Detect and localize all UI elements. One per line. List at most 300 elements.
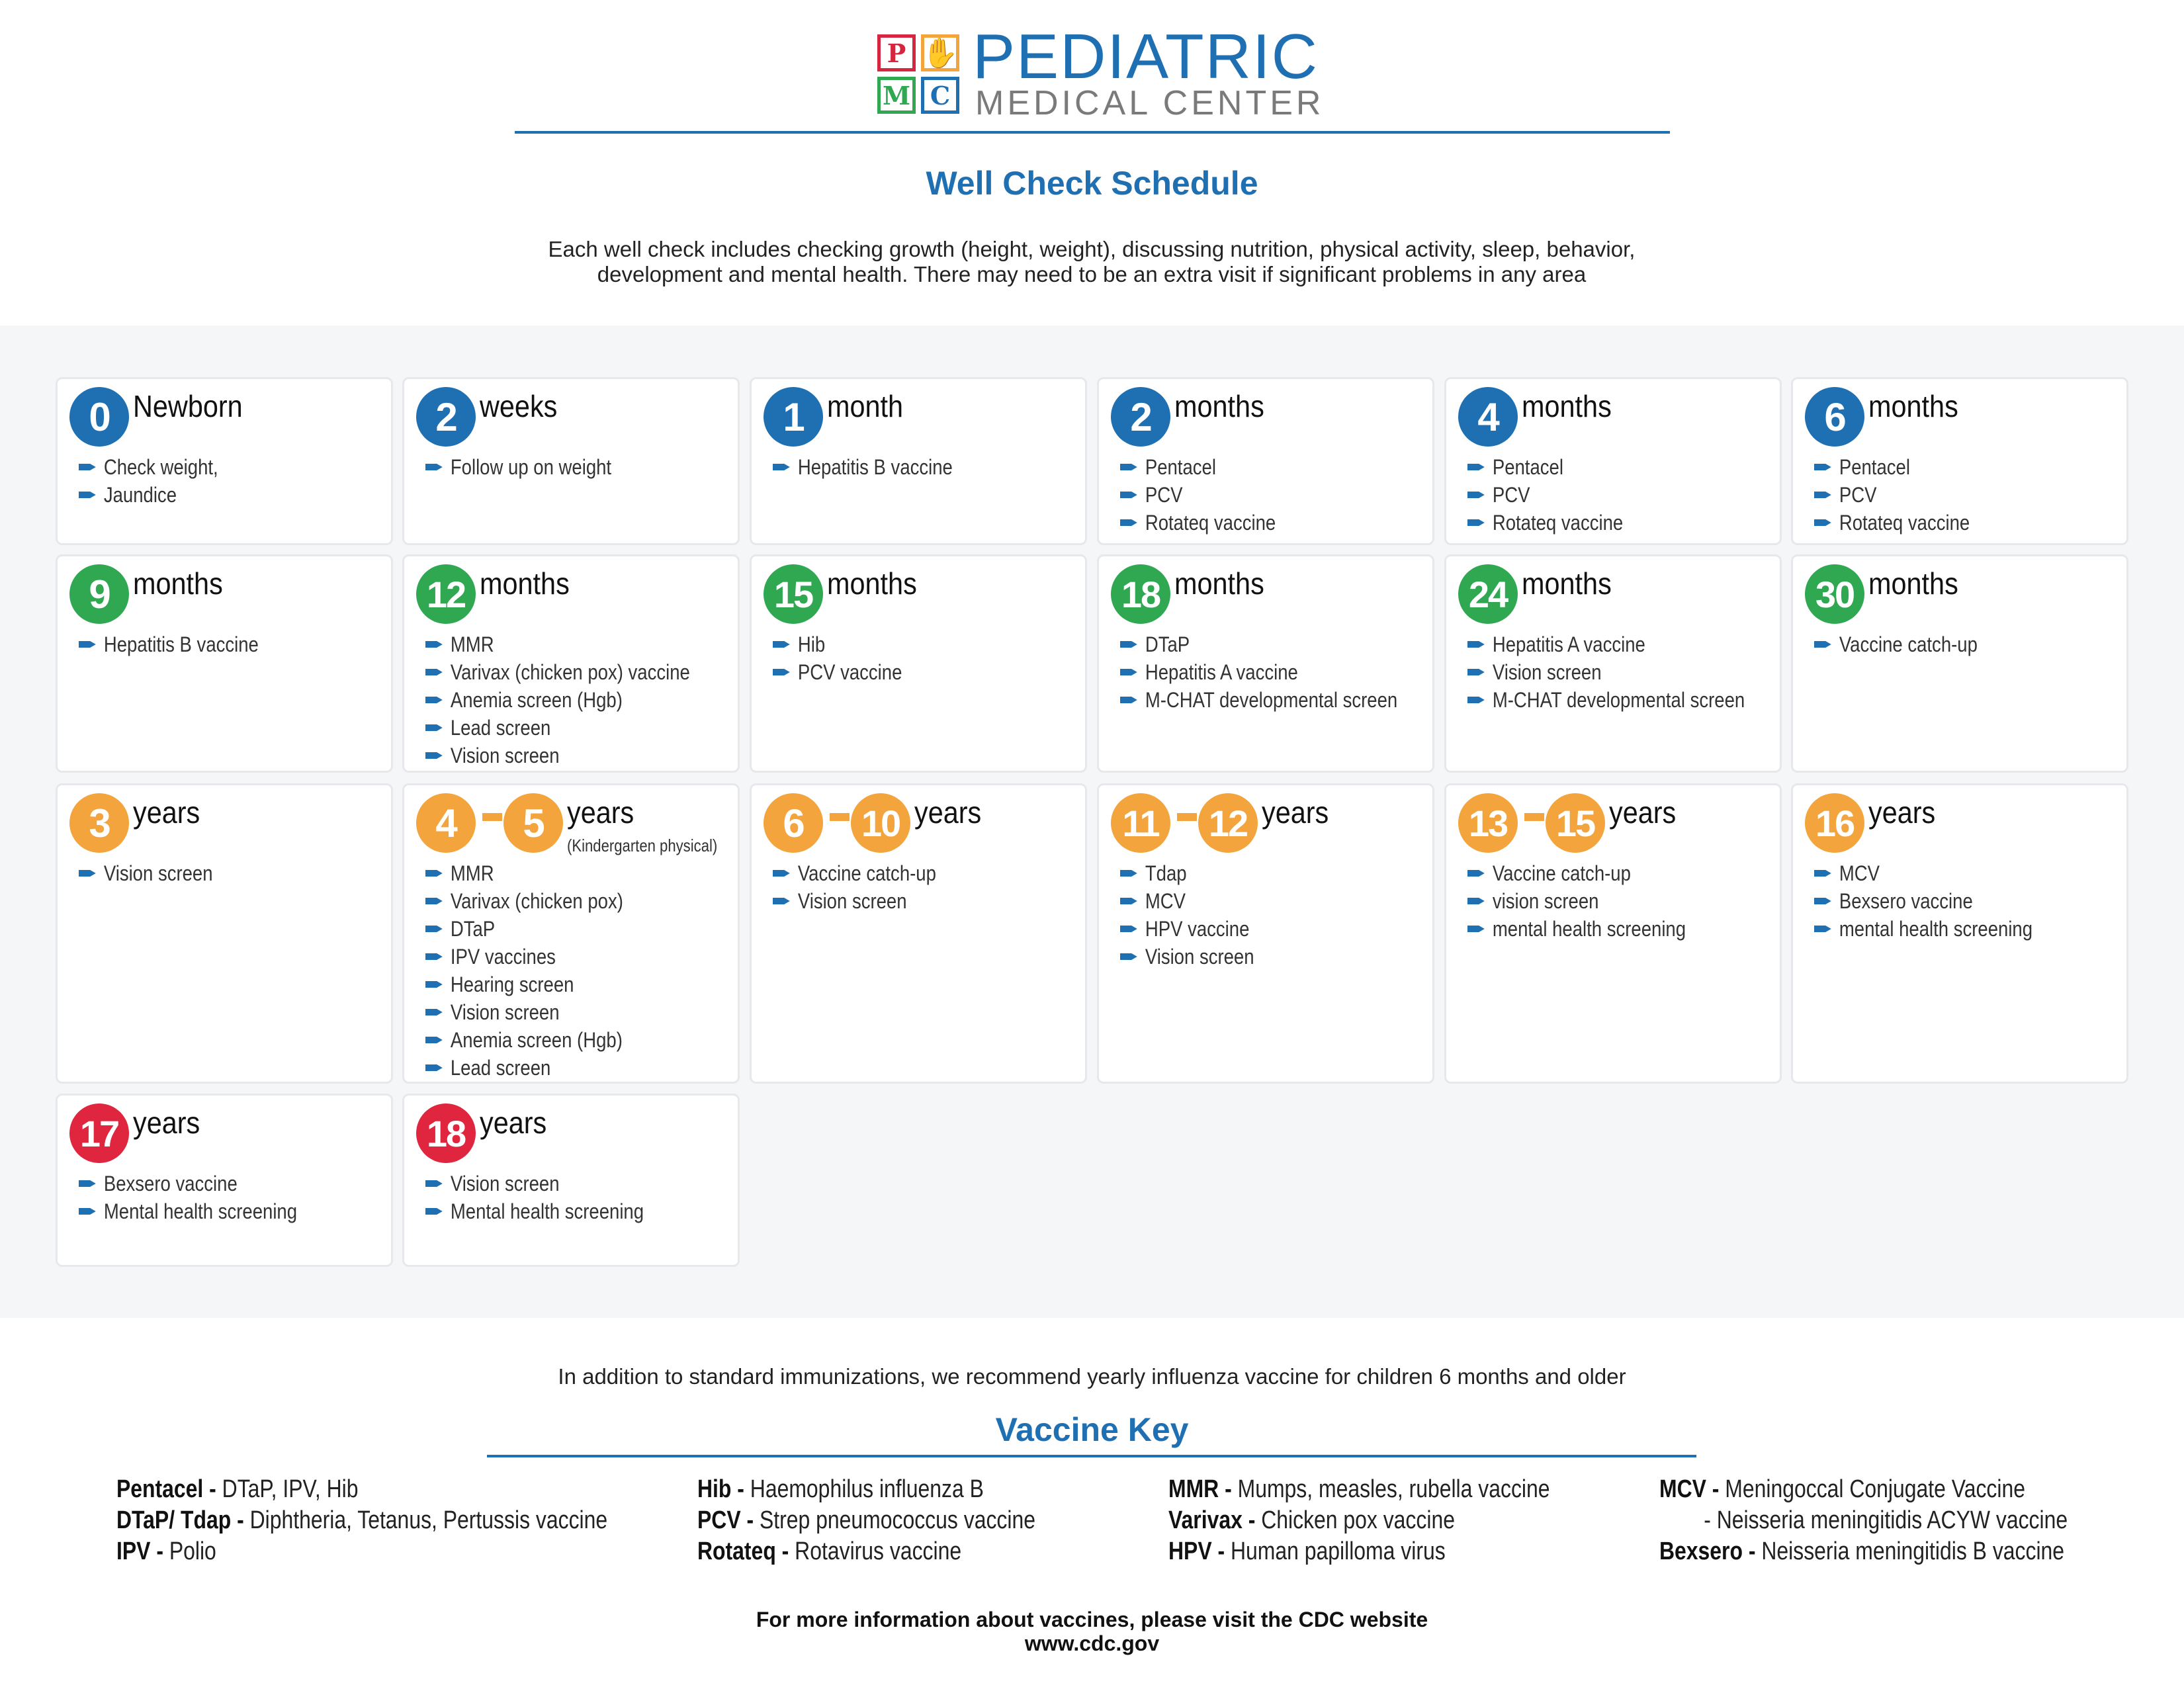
more-info-text: For more information about vaccines, please visit the CDC website — [756, 1608, 1428, 1631]
visit-items — [425, 1170, 679, 1225]
visit-item — [425, 1054, 623, 1082]
visit-item — [425, 915, 623, 943]
visit-items — [773, 630, 923, 686]
visit-items — [1467, 453, 1648, 537]
vaccine-key-description: DTaP, IPV, Hib — [222, 1475, 359, 1503]
visit-item — [79, 630, 259, 658]
age-number-badge: 30 — [1805, 564, 1864, 624]
arrow-icon — [79, 1207, 96, 1216]
visit-card — [750, 377, 1087, 545]
arrow-icon — [79, 640, 96, 649]
visit-card — [402, 783, 740, 1084]
visit-items — [1814, 859, 2068, 943]
visit-item-label: Rotateq vaccine — [1145, 511, 1276, 535]
logo-block-c: C — [921, 77, 959, 114]
intro-line: development and mental health. There may need to be an extra visit if significant problems in any area — [597, 262, 1587, 286]
arrow-icon — [425, 869, 443, 878]
visit-item — [773, 630, 902, 658]
visit-card — [1791, 783, 2128, 1084]
visit-item-label: Anemia screen (Hgb) — [450, 688, 623, 712]
visit-item — [773, 658, 902, 686]
vaccine-key-description: Haemophilus influenza B — [750, 1475, 984, 1503]
vaccine-key-description: Diphtheria, Tetanus, Pertussis vaccine — [249, 1506, 608, 1534]
age-number-badge: 1 — [764, 387, 823, 447]
age-unit: years — [1868, 795, 1936, 830]
visit-item-label: Jaundice — [103, 483, 177, 507]
visit-item-label: PCV — [1839, 483, 1877, 507]
visit-items — [1467, 630, 1790, 714]
visit-card — [750, 783, 1087, 1084]
arrow-icon — [1814, 924, 1831, 933]
arrow-icon — [425, 924, 443, 933]
visit-item — [773, 859, 936, 887]
visit-item — [425, 453, 611, 481]
visit-item-label: PCV — [1492, 483, 1530, 507]
intro-line: Each well check includes checking growth (height, weight), discussing nutrition, physical activity, sleep, behavior, — [548, 237, 1636, 261]
arrow-icon — [773, 869, 790, 878]
age-unit: years — [914, 795, 982, 830]
arrow-icon — [425, 640, 443, 649]
visit-item — [1467, 859, 1686, 887]
arrow-icon — [1120, 924, 1137, 933]
visit-item — [773, 887, 936, 915]
visit-item — [1814, 859, 2032, 887]
arrow-icon — [1814, 896, 1831, 906]
visit-card — [1444, 377, 1782, 545]
visit-item — [425, 1026, 623, 1054]
arrow-icon — [773, 896, 790, 906]
visit-item — [1120, 509, 1276, 537]
arrow-icon — [1467, 490, 1485, 499]
age-number-badge: 10 — [851, 793, 910, 853]
hand-icon: ✋ — [921, 34, 959, 71]
visit-item — [425, 1170, 644, 1197]
visit-item-label: Mental health screening — [103, 1199, 298, 1223]
vaccine-key-entry — [1659, 1474, 2068, 1505]
visit-item — [425, 887, 623, 915]
vaccine-key-term: Bexsero - — [1659, 1537, 1762, 1565]
visit-item — [1120, 481, 1276, 509]
vaccine-key-term: Hib - — [697, 1475, 750, 1503]
visit-item — [79, 1197, 297, 1225]
vaccine-key-term: Rotateq - — [697, 1537, 795, 1565]
vaccine-key-entry — [1168, 1474, 1550, 1505]
visit-items — [79, 630, 288, 658]
age-number-badge: 9 — [69, 564, 129, 624]
arrow-icon — [425, 1035, 443, 1045]
age-number-badge: 24 — [1458, 564, 1518, 624]
age-unit: years — [567, 795, 634, 830]
vaccine-key-divider — [487, 1455, 1696, 1457]
arrow-icon — [1120, 518, 1137, 527]
vaccine-key-description: Polio — [169, 1537, 216, 1565]
vaccine-key-description: Human papilloma virus — [1231, 1537, 1446, 1565]
visit-item — [1814, 887, 2032, 915]
visit-item — [425, 742, 690, 769]
vaccine-key-entry — [116, 1474, 607, 1505]
visit-item — [1120, 859, 1254, 887]
arrow-icon — [1467, 896, 1485, 906]
logo-blocks — [877, 34, 963, 118]
vaccine-key-term: HPV - — [1168, 1537, 1231, 1565]
visit-item — [425, 658, 690, 686]
vaccine-key-entry — [697, 1474, 1035, 1505]
age-number-badge: 6 — [764, 793, 823, 853]
visit-card — [750, 554, 1087, 773]
age-unit: years — [133, 795, 200, 830]
visit-item — [79, 1170, 297, 1197]
vaccine-key-column — [116, 1474, 701, 1567]
visit-item-label: MMR — [450, 632, 494, 656]
cdc-link[interactable]: www.cdc.gov — [1024, 1631, 1160, 1655]
arrow-icon — [1814, 869, 1831, 878]
age-note: (Kindergarten physical) — [567, 836, 718, 855]
visit-item — [1120, 686, 1397, 714]
age-number-badge: 5 — [503, 793, 563, 853]
logo — [877, 21, 1327, 122]
visit-card — [1791, 377, 2128, 545]
age-number-badge: 16 — [1805, 793, 1864, 853]
visit-item — [1467, 915, 1686, 943]
arrow-icon — [1120, 640, 1137, 649]
age-number-badge: 12 — [1198, 793, 1258, 853]
visit-item-label: Hepatitis B vaccine — [797, 455, 953, 479]
visit-card — [1097, 554, 1434, 773]
visit-item-label: IPV vaccines — [450, 945, 556, 969]
visit-item-label: Varivax (chicken pox) — [450, 889, 623, 913]
visit-card — [402, 377, 740, 545]
visit-items — [773, 453, 982, 481]
visit-item — [425, 686, 690, 714]
arrow-icon — [425, 1207, 443, 1216]
age-range-dash — [482, 813, 502, 821]
age-unit: month — [827, 389, 904, 423]
visit-item — [425, 998, 623, 1026]
arrow-icon — [1467, 640, 1485, 649]
visit-items — [1120, 630, 1442, 714]
visit-item — [425, 1197, 644, 1225]
visit-item — [79, 481, 218, 509]
arrow-icon — [1120, 896, 1137, 906]
intro-text — [463, 237, 1720, 287]
arrow-icon — [425, 668, 443, 677]
vaccine-key-term: MMR - — [1168, 1475, 1238, 1503]
visit-item-label: Bexsero vaccine — [1839, 889, 1973, 913]
vaccine-key-description: Rotavirus vaccine — [795, 1537, 962, 1565]
logo-title: PEDIATRIC — [973, 21, 1319, 92]
arrow-icon — [1120, 668, 1137, 677]
visit-item-label: Pentacel — [1839, 455, 1910, 479]
age-unit: years — [133, 1105, 200, 1140]
visit-item-label: Vision screen — [450, 1000, 560, 1024]
vaccine-key-entry — [697, 1505, 1035, 1536]
visit-card — [56, 377, 393, 545]
visit-item-label: Vision screen — [1145, 945, 1254, 969]
visit-item-label: mental health screening — [1839, 917, 2033, 941]
arrow-icon — [1120, 490, 1137, 499]
arrow-icon — [773, 640, 790, 649]
vaccine-key-title: Vaccine Key — [995, 1411, 1189, 1448]
arrow-icon — [425, 695, 443, 705]
vaccine-key-description: Chicken pox vaccine — [1261, 1506, 1455, 1534]
arrow-icon — [425, 1179, 443, 1188]
visit-item-label: Rotateq vaccine — [1839, 511, 1970, 535]
arrow-icon — [1467, 668, 1485, 677]
vaccine-key-term: Varivax - — [1168, 1506, 1262, 1534]
arrow-icon — [773, 668, 790, 677]
visit-items — [79, 453, 241, 509]
vaccine-key-term: MCV - — [1659, 1475, 1725, 1503]
age-unit: months — [133, 566, 223, 601]
visit-items — [425, 453, 642, 481]
age-number-badge: 6 — [1805, 387, 1864, 447]
visit-item-label: Vision screen — [450, 1172, 560, 1195]
age-unit: months — [827, 566, 917, 601]
vaccine-key-description: Meningoccal Conjugate Vaccine — [1725, 1475, 2025, 1503]
visit-item — [425, 859, 623, 887]
visit-items — [1814, 453, 1995, 537]
vaccine-key-column — [1168, 1474, 1622, 1567]
age-unit: Newborn — [133, 389, 243, 423]
age-unit: weeks — [480, 389, 558, 423]
age-range-dash — [830, 813, 850, 821]
visit-item-label: Pentacel — [1145, 455, 1216, 479]
visit-item-label: Anemia screen (Hgb) — [450, 1028, 623, 1052]
visit-item — [1120, 943, 1254, 971]
visit-item-label: Rotateq vaccine — [1492, 511, 1624, 535]
vaccine-key-term: DTaP/ Tdap - — [116, 1506, 250, 1534]
visit-item-label: DTaP — [450, 917, 496, 941]
visit-card — [402, 554, 740, 773]
arrow-icon — [79, 490, 96, 499]
visit-item-label: MCV — [1145, 889, 1186, 913]
visit-item-label: Check weight, — [103, 455, 218, 479]
visit-card — [1097, 377, 1434, 545]
visit-item-label: M-CHAT developmental screen — [1492, 688, 1745, 712]
visit-item-label: Pentacel — [1492, 455, 1563, 479]
age-range-dash — [1524, 813, 1544, 821]
logo-subtitle: MEDICAL CENTER — [975, 84, 1325, 122]
visit-item-label: Varivax (chicken pox) vaccine — [450, 660, 690, 684]
arrow-icon — [425, 723, 443, 732]
visit-items — [1120, 859, 1276, 971]
visit-item — [425, 971, 623, 998]
visit-item-label: Vaccine catch-up — [1839, 632, 1978, 656]
vaccine-key-entry — [116, 1505, 607, 1536]
visit-card — [56, 1094, 393, 1267]
flu-note: In addition to standard immunizations, we recommend yearly influenza vaccine for children 6 months and older — [558, 1364, 1626, 1389]
page-title: Well Check Schedule — [926, 165, 1258, 202]
visit-item-label: Tdap — [1145, 861, 1187, 885]
arrow-icon — [425, 952, 443, 961]
age-number-badge: 18 — [1111, 564, 1170, 624]
age-number-badge: 15 — [1546, 793, 1605, 853]
visit-item-label: vision screen — [1492, 889, 1599, 913]
age-unit: years — [480, 1105, 547, 1140]
visit-items — [79, 859, 235, 887]
age-unit: years — [1262, 795, 1329, 830]
visit-item-label: PCV vaccine — [797, 660, 902, 684]
arrow-icon — [79, 462, 96, 472]
logo-block-m: M — [877, 77, 916, 114]
vaccine-key-description: - Neisseria meningitidis ACYW vaccine — [1704, 1506, 2068, 1534]
vaccine-key-description: Mumps, measles, rubella vaccine — [1237, 1475, 1550, 1503]
visit-item-label: M-CHAT developmental screen — [1145, 688, 1398, 712]
visit-items — [425, 630, 733, 769]
vaccine-key-term: Pentacel - — [116, 1475, 222, 1503]
header-divider — [515, 131, 1670, 134]
visit-item-label: Vision screen — [103, 861, 213, 885]
age-number-badge: 15 — [764, 564, 823, 624]
vaccine-key-description: Neisseria meningitidis B vaccine — [1761, 1537, 2065, 1565]
vaccine-key-description: Strep pneumococcus vaccine — [760, 1506, 1035, 1534]
visit-items — [1467, 859, 1722, 943]
vaccine-key-entry — [697, 1536, 1035, 1567]
age-number-badge: 2 — [416, 387, 476, 447]
arrow-icon — [1467, 462, 1485, 472]
visit-item — [1814, 915, 2032, 943]
visit-item-label: Vaccine catch-up — [1492, 861, 1631, 885]
vaccine-key-entry — [1659, 1505, 2068, 1536]
vaccine-key-column — [1659, 1474, 2146, 1567]
visit-item-label: Vision screen — [1492, 660, 1602, 684]
visit-item-label: DTaP — [1145, 632, 1190, 656]
arrow-icon — [79, 1179, 96, 1188]
vaccine-key-term: PCV - — [697, 1506, 760, 1534]
visit-item-label: HPV vaccine — [1145, 917, 1250, 941]
arrow-icon — [1814, 640, 1831, 649]
age-unit: months — [1522, 566, 1612, 601]
visit-item — [1467, 630, 1745, 658]
age-unit: months — [1522, 389, 1612, 423]
arrow-icon — [1467, 518, 1485, 527]
visit-item — [79, 453, 218, 481]
visit-item — [1467, 658, 1745, 686]
visit-item-label: PCV — [1145, 483, 1183, 507]
visit-item-label: MCV — [1839, 861, 1880, 885]
age-number-badge: 3 — [69, 793, 129, 853]
visit-item — [1467, 887, 1686, 915]
visit-items — [425, 859, 656, 1082]
logo-block-p: P — [877, 34, 916, 71]
age-unit: years — [1609, 795, 1677, 830]
arrow-icon — [79, 869, 96, 878]
visit-item — [1467, 453, 1623, 481]
visit-item — [1120, 630, 1397, 658]
vaccine-key-entry — [1168, 1505, 1550, 1536]
vaccine-key-entry — [116, 1536, 607, 1567]
age-number-badge: 2 — [1111, 387, 1170, 447]
visit-item-label: Lead screen — [450, 1056, 551, 1080]
visit-item-label: Vaccine catch-up — [797, 861, 936, 885]
visit-item — [1467, 509, 1623, 537]
visit-item-label: Vision screen — [797, 889, 907, 913]
visit-card — [56, 554, 393, 773]
visit-items — [1120, 453, 1301, 537]
visit-item-label: Hearing screen — [450, 973, 574, 996]
visit-item-label: Hepatitis A vaccine — [1145, 660, 1298, 684]
visit-item — [1120, 453, 1276, 481]
visit-item-label: mental health screening — [1492, 917, 1686, 941]
more-info — [0, 1608, 2184, 1655]
arrow-icon — [1814, 490, 1831, 499]
visit-card — [1791, 554, 2128, 773]
visit-item — [1120, 658, 1397, 686]
visit-item — [1814, 509, 1970, 537]
visit-item — [1467, 481, 1623, 509]
visit-item-label: Bexsero vaccine — [103, 1172, 238, 1195]
arrow-icon — [1467, 869, 1485, 878]
arrow-icon — [1120, 462, 1137, 472]
visit-item — [1814, 630, 1978, 658]
visit-item-label: MMR — [450, 861, 494, 885]
visit-item — [1814, 453, 1970, 481]
visit-item-label: Mental health screening — [450, 1199, 644, 1223]
arrow-icon — [1467, 924, 1485, 933]
age-range-dash — [1177, 813, 1197, 821]
age-number-badge: 11 — [1111, 793, 1170, 853]
visit-item-label: Lead screen — [450, 716, 551, 740]
arrow-icon — [1120, 869, 1137, 878]
vaccine-key-term: IPV - — [116, 1537, 169, 1565]
arrow-icon — [425, 1008, 443, 1017]
age-unit: months — [1174, 566, 1264, 601]
arrow-icon — [1120, 952, 1137, 961]
visit-item — [425, 630, 690, 658]
visit-item-label: Hib — [797, 632, 826, 656]
visit-item — [1814, 481, 1970, 509]
age-number-badge: 17 — [69, 1103, 129, 1163]
age-number-badge: 18 — [416, 1103, 476, 1163]
visit-items — [79, 1170, 333, 1225]
visit-item-label: Follow up on weight — [450, 455, 612, 479]
arrow-icon — [425, 751, 443, 760]
arrow-icon — [425, 1063, 443, 1072]
visit-item — [1120, 887, 1254, 915]
vaccine-key-column — [697, 1474, 1100, 1567]
visit-item — [425, 714, 690, 742]
visit-card — [1444, 554, 1782, 773]
arrow-icon — [425, 980, 443, 989]
arrow-icon — [1814, 518, 1831, 527]
visit-card — [1097, 783, 1434, 1084]
visit-item — [773, 453, 953, 481]
age-number-badge: 13 — [1458, 793, 1518, 853]
visit-card — [1444, 783, 1782, 1084]
visit-item — [1120, 915, 1254, 943]
age-unit: months — [1868, 566, 1958, 601]
age-number-badge: 12 — [416, 564, 476, 624]
visit-item — [79, 859, 213, 887]
visit-item-label: Hepatitis A vaccine — [1492, 632, 1645, 656]
age-unit: months — [480, 566, 570, 601]
age-unit: months — [1174, 389, 1264, 423]
visit-items — [773, 859, 963, 915]
visit-item-label: Hepatitis B vaccine — [103, 632, 259, 656]
arrow-icon — [425, 896, 443, 906]
age-unit: months — [1868, 389, 1958, 423]
arrow-icon — [773, 462, 790, 472]
visit-items — [1814, 630, 2004, 658]
arrow-icon — [1120, 695, 1137, 705]
visit-item — [1467, 686, 1745, 714]
age-number-badge: 0 — [69, 387, 129, 447]
visit-card — [56, 783, 393, 1084]
age-number-badge: 4 — [416, 793, 476, 853]
age-number-badge: 4 — [1458, 387, 1518, 447]
vaccine-key-entry — [1659, 1536, 2068, 1567]
arrow-icon — [1814, 462, 1831, 472]
